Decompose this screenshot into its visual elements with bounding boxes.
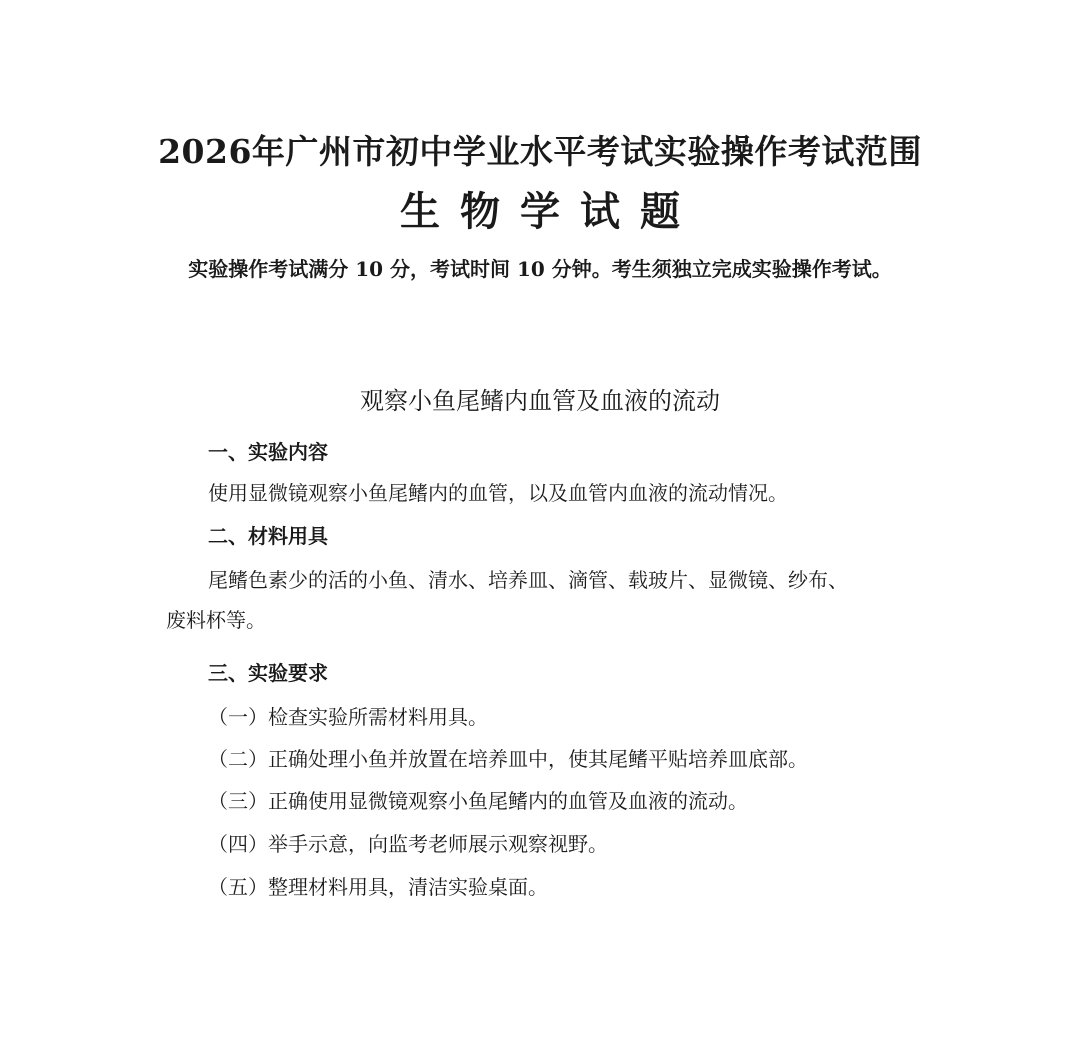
requirement-item: （四）举手示意，向监考老师展示观察视野。 — [208, 832, 608, 856]
experiment-title: 观察小鱼尾鳍内血管及血液的流动 — [360, 387, 720, 415]
section-materials-line: 尾鳍色素少的活的小鱼、清水、培养皿、滴管、载玻片、显微镜、纱布、 — [208, 568, 848, 592]
requirement-item: （一）检查实验所需材料用具。 — [208, 705, 488, 729]
section-materials-line: 废料杯等。 — [166, 608, 266, 632]
requirement-item: （三）正确使用显微镜观察小鱼尾鳍内的血管及血液的流动。 — [208, 789, 748, 813]
document-title: 2026年广州市初中学业水平考试实验操作考试范围 — [158, 132, 922, 171]
requirement-item: （二）正确处理小鱼并放置在培养皿中，使其尾鳍平贴培养皿底部。 — [208, 747, 808, 771]
requirement-item: （五）整理材料用具，清洁实验桌面。 — [208, 875, 548, 899]
section-content-line: 使用显微镜观察小鱼尾鳍内的血管，以及血管内血液的流动情况。 — [208, 481, 788, 505]
section-heading-materials: 二、材料用具 — [208, 524, 328, 548]
document-subtitle: 生物学试题 — [400, 188, 700, 235]
exam-note: 实验操作考试满分 10 分，考试时间 10 分钟。考生须独立完成实验操作考试。 — [188, 257, 892, 281]
section-heading-content: 一、实验内容 — [208, 440, 328, 464]
section-heading-requirements: 三、实验要求 — [208, 661, 328, 685]
